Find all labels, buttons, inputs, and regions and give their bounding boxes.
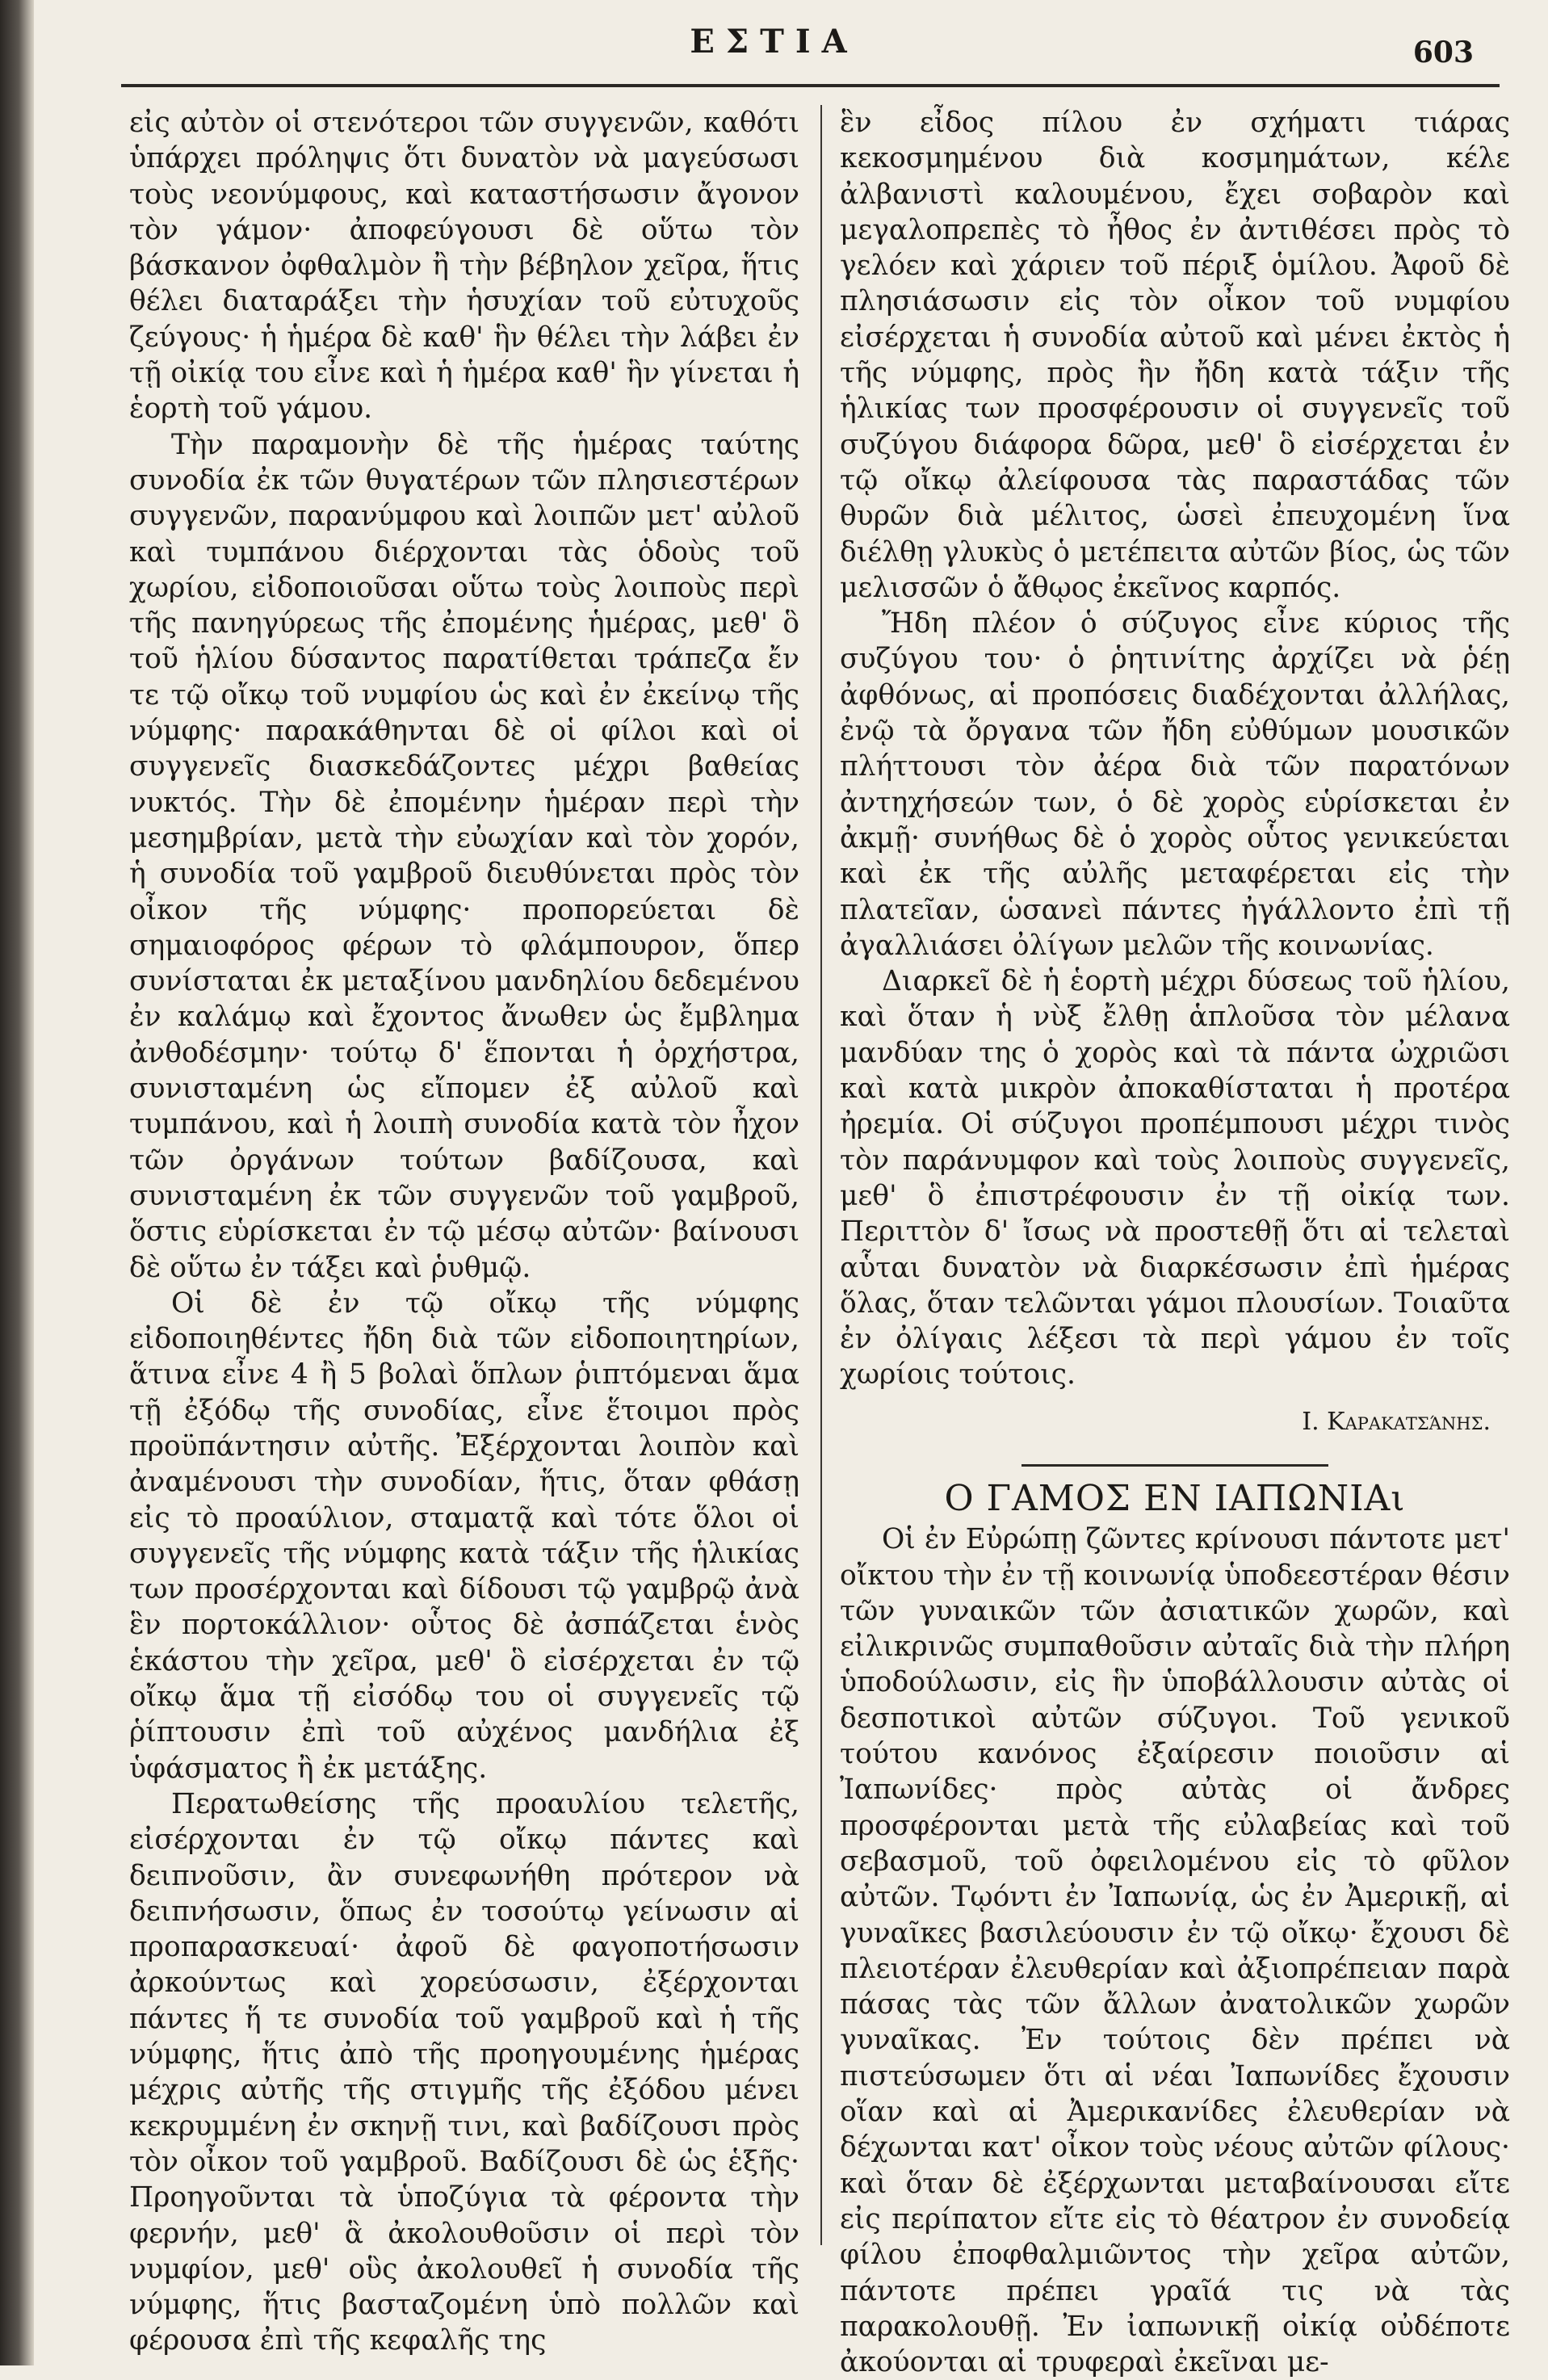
left-column [129,105,799,2359]
paragraph: Περατωθείσης τῆς προαυλίου τελετῆς, εἰσέρχονται ἐν τῷ οἴκῳ πάντες καὶ δειπνοῦσιν, ἂν συνεφωνήθη πρότερον νὰ δειπνήσωσιν, ὅπως ἐν τοσούτῳ γείνωσιν αἱ προπαρασκευαί· ἀφοῦ δὲ φαγοποτήσωσιν ἀρκούντως καὶ χορεύσωσιν, ἐξέρχονται πάντες ἥ τε συνοδία τοῦ γαμβροῦ καὶ ἡ τῆς νύμφης, ἥτις ἀπὸ τῆς προηγουμένης ἡμέρας μέχρις αὐτῆς τῆς στιγμῆς τῆς ἐξόδου μένει κεκρυμμένη ἐν σκηνῇ τινι, καὶ βαδίζουσι πρὸς τὸν οἶκον τοῦ γαμβροῦ. Βαδίζουσι δὲ ὡς ἑξῆς· Προηγοῦνται τὰ ὑποζύγια τὰ φέροντα τὴν φερνήν, μεθ' ἃ ἀκολουθοῦσιν οἱ περὶ τὸν νυμφίον, μεθ' οὓς ἀκολουθεῖ ἡ συνοδία τῆς νύμφης, ἥτις βασταζομένη ὑπὸ πολλῶν καὶ φέρουσα ἐπὶ τῆς κεφαλῆς της [129,1787,799,2357]
article-title: Ο ΓΑΜΟΣ ΕΝ ΙΑΠΩΝΙΑι [944,1477,1406,1519]
paragraph: Τὴν παραμονὴν δὲ τῆς ἡμέρας ταύτης συνοδία ἐκ τῶν θυγατέρων τῶν πλησιεστέρων συγγενῶν, παρανύμφου καὶ λοιπῶν μετ' αὐλοῦ καὶ τυμπάνου διέρχονται τὰς ὁδοὺς τοῦ χωρίου, εἰδοποιοῦσαι οὕτω τοὺς λοιποὺς περὶ τῆς πανηγύρεως τῆς ἐπομένης ἡμέρας, μεθ' ὃ τοῦ ἡλίου δύσαντος παρατίθεται τράπεζα ἔν τε τῷ οἴκῳ τοῦ νυμφίου ὡς καὶ ἐν ἐκείνῳ τῆς νύμφης· παρακάθηνται δὲ οἱ φίλοι καὶ οἱ συγγενεῖς διασκεδάζοντες μέχρι βαθείας νυκτός. Τὴν δὲ ἐπομένην ἡμέραν περὶ τὴν μεσημβρίαν, μετὰ τὴν εὐωχίαν καὶ τὸν χορόν, ἡ συνοδία τοῦ γαμβροῦ διευθύνεται πρὸς τὸν οἶκον τῆς νύμφης· προπορεύεται δὲ σημαιοφόρος φέρων τὸ φλάμπουρον, ὅπερ συνίσταται ἐκ μεταξίνου μανδηλίου δεδεμένου ἐν καλάμῳ καὶ ἔχοντος ἄνωθεν ὡς ἔμβλημα ἀνθοδέσμην· τούτῳ δ' ἕπονται ἡ ὀρχήστρα, συνισταμένη ὡς εἴπομεν ἐξ αὐλοῦ καὶ τυμπάνου, καὶ ἡ λοιπὴ συνοδία κατὰ τὸν ἦχον τῶν ὀργάνων τούτων βαδίζουσα, καὶ συνισταμένη ἐκ τῶν συγγενῶν τοῦ γαμβροῦ, ὅστις εὑρίσκεται ἐν τῷ μέσῳ αὐτῶν· βαίνουσι δὲ οὕτω ἐν τάξει καὶ ῥυθμῷ. [129,428,799,1284]
paragraph: Οἱ ἐν Εὐρώπῃ ζῶντες κρίνουσι πάντοτε μετ' οἴκτου τὴν ἐν τῇ κοινωνίᾳ ὑποδεεστέραν θέσιν τῶν γυναικῶν τῶν ἀσιατικῶν χωρῶν, καὶ εἰλικρινῶς συμπαθοῦσιν αὐταῖς διὰ τὴν πλήρη ὑποδούλωσιν, εἰς ἣν ὑποβάλλουσιν αὐτὰς οἱ δεσποτικοὶ αὐτῶν σύζυγοι. Τοῦ γενικοῦ τούτου κανόνος ἐξαίρεσιν ποιοῦσιν αἱ Ἰαπωνίδες· πρὸς αὐτὰς οἱ ἄνδρες προσφέρονται μετὰ τῆς εὐλαβείας καὶ τοῦ σεβασμοῦ, τοῦ ὀφειλομένου εἰς τὸ φῦλον αὐτῶν. Τῳόντι ἐν Ἰαπωνίᾳ, ὡς ἐν Ἀμερικῇ, αἱ γυναῖκες βασιλεύουσιν ἐν τῷ οἴκῳ· ἔχουσι δὲ πλειοτέραν ἐλευθερίαν καὶ ἀξιοπρέπειαν παρὰ πάσας τὰς τῶν ἄλλων ἀνατολικῶν χωρῶν γυναῖκας. Ἐν τούτοις δὲν πρέπει νὰ πιστεύσωμεν ὅτι αἱ νέαι Ἰαπωνίδες ἔχουσιν οἵαν καὶ αἱ Ἀμερικανίδες ἐλευθερίαν νὰ δέχωνται κατ' οἶκον τοὺς νέους αὐτῶν φίλους· καὶ ὅταν δὲ ἐξέρχωνται μεταβαίνουσαι εἴτε εἰς περίπατον εἴτε εἰς τὸ θέατρον ἐν συνοδείᾳ φίλου ἐποφθαλμιῶντος τὴν χεῖρα αὐτῶν, πάντοτε πρέπει γραῖά τις νὰ τὰς παρακολουθῇ. Ἐν ἰαπωνικῇ οἰκίᾳ οὐδέποτε ἀκούονται αἱ τρυφεραὶ ἐκεῖναι με- [840,1523,1510,2379]
paragraph: Ἤδη πλέον ὁ σύζυγος εἶνε κύριος τῆς συζύγου του· ὁ ῥητινίτης ἀρχίζει νὰ ῥέῃ ἀφθόνως, αἱ προπόσεις διαδέχονται ἀλλήλας, ἐνῷ τὰ ὄργανα τῶν ἤδη εὐθύμων μουσικῶν πλήττουσι τὸν ἀέρα διὰ τῶν παρατόνων ἀντηχήσεών των, ὁ δὲ χορὸς εὑρίσκεται ἐν ἀκμῇ· συνήθως δὲ ὁ χορὸς οὗτος γενικεύεται καὶ ἐκ τῆς αὐλῆς μεταφέρεται εἰς τὴν πλατεῖαν, ὡσανεὶ πάντες ἠγάλλοντο ἐπὶ τῇ ἀγαλλιάσει ὀλίγων μελῶν τῆς κοινωνίας. [840,607,1510,962]
paragraph: εἰς αὐτὸν οἱ στενότεροι τῶν συγγενῶν, καθότι ὑπάρχει πρόληψις ὅτι δυνατὸν νὰ μαγεύσωσι τοὺς νεονύμφους, καὶ καταστήσωσιν ἄγονον τὸν γάμον· ἀποφεύγουσι δὲ οὕτω τὸν βάσκανον ὀφθαλμὸν ἢ τὴν βέβηλον χεῖρα, ἥτις θέλει διαταράξει τὴν ἡσυχίαν τοῦ εὐτυχοῦς ζεύγους· ἡ ἡμέρα δὲ καθ' ἣν θέλει τὴν λάβει ἐν τῇ οἰκίᾳ του εἶνε καὶ ἡ ἡμέρα καθ' ἣν γίνεται ἡ ἑορτὴ τοῦ γάμου. [129,107,799,426]
paragraph: Οἱ δὲ ἐν τῷ οἴκῳ τῆς νύμφης εἰδοποιηθέντες ἤδη διὰ τῶν εἰδοποιητηρίων, ἅτινα εἶνε 4 ἢ 5 βολαὶ ὅπλων ῥιπτόμεναι ἅμα τῇ ἐξόδῳ τῆς συνοδίας, εἶνε ἕτοιμοι πρὸς προϋπάντησιν αὐτῆς. Ἐξέρχονται λοιπὸν καὶ ἀναμένουσι τὴν συνοδίαν, ἥτις, ὅταν φθάσῃ εἰς τὸ προαύλιον, σταματᾷ καὶ τότε ὅλοι οἱ συγγενεῖς τῆς νύμφης κατὰ τάξιν τῆς ἡλικίας των προσέρχονται καὶ δίδουσι τῷ γαμβρῷ ἀνὰ ἓν πορτοκάλλιον· οὗτος δὲ ἀσπάζεται ἑνὸς ἑκάστου τὴν χεῖρα, μεθ' ὃ εἰσέρχεται ἐν τῷ οἴκῳ ἅμα τῇ εἰσόδῳ του οἱ συγγενεῖς τῷ ῥίπτουσιν ἐπὶ τοῦ αὐχένος μανδήλια ἐξ ὑφάσματος ἢ ἐκ μετάξης. [129,1287,799,1785]
right-column [840,105,1510,2380]
page-number: 603 [1412,36,1474,69]
column-divider [820,105,822,2245]
paragraph: ἓν εἶδος πίλου ἐν σχήματι τιάρας κεκοσμημένου διὰ κοσμημάτων, κέλε ἀλβανιστὶ καλουμένου, ἔχει σοβαρὸν καὶ μεγαλοπρεπὲς τὸ ἦθος ἐν ἀντιθέσει πρὸς τὸ γελόεν καὶ χάριεν τοῦ πέριξ ὁμίλου. Ἀφοῦ δὲ πλησιάσωσιν εἰς τὸν οἶκον τοῦ νυμφίου εἰσέρχεται ἡ συνοδία αὐτοῦ καὶ μένει ἐκτὸς ἡ τῆς νύμφης, πρὸς ἣν ἤδη κατὰ τάξιν τῆς ἡλικίας των προσφέρουσιν οἱ συγγενεῖς τοῦ συζύγου διάφορα δῶρα, μεθ' ὃ εἰσέρχεται ἐν τῷ οἴκῳ ἀλείφουσα τὰς παραστάδας τῶν θυρῶν διὰ μέλιτος, ὡσεὶ ἐπευχομένη ἵνα διέλθῃ γλυκὺς ὁ μετέπειτα αὐτῶν βίος, ὡς τῶν μελισσῶν ὁ ἄθῳος ἐκεῖνος καρπός. [840,107,1510,604]
paragraph: Διαρκεῖ δὲ ἡ ἑορτὴ μέχρι δύσεως τοῦ ἡλίου, καὶ ὅταν ἡ νὺξ ἔλθῃ ἁπλοῦσα τὸν μέλανα μανδύαν της ὁ χορὸς καὶ τὰ πάντα ὠχριῶσι καὶ κατὰ μικρὸν ἀποκαθίσταται ἡ προτέρα ἠρεμία. Οἱ σύζυγοι προπέμπουσι μέχρι τινὸς τὸν παράνυμφον καὶ τοὺς λοιποὺς συγγενεῖς, μεθ' ὃ ἐπιστρέφουσιν ἐν τῇ οἰκίᾳ των. Περιττὸν δ' ἴσως νὰ προστεθῇ ὅτι αἱ τελεταὶ αὗται δυνατὸν νὰ διαρκέσωσιν ἐπὶ ἡμέρας ὅλας, ὅταν τελῶνται γάμοι πλουσίων. Τοιαῦτα ἐν ὀλίγαις λέξεσι τὰ περὶ γάμου ἐν τοῖς χωρίοις τούτοις. [840,965,1510,1391]
article-separator-rule [1022,1464,1328,1467]
page-header-title: ΕΣΤΙΑ [690,23,858,61]
page-binding-edge [0,0,34,2365]
header-rule [121,84,1500,87]
author-signature: Ι. Καρακατσάνης. [1302,1407,1491,1436]
